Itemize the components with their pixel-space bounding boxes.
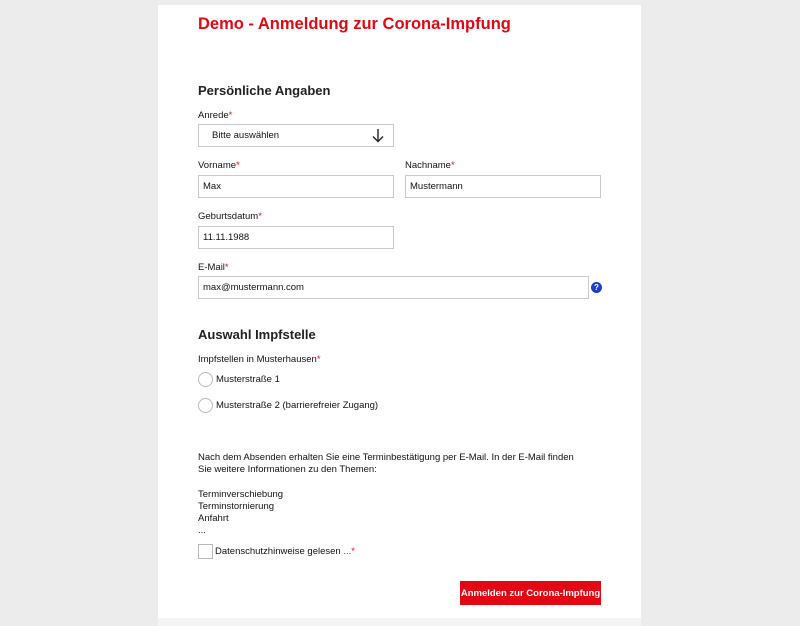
required-mark: * — [224, 262, 229, 273]
arrow-down-icon — [371, 128, 385, 143]
location-option-label: Musterstraße 2 (barrierefreier Zugang) — [216, 400, 379, 411]
email-label — [198, 262, 229, 273]
first-name-input[interactable]: Max — [198, 175, 394, 198]
privacy-checkbox-row[interactable] — [198, 543, 355, 559]
email-label-text: E-Mail — [198, 262, 225, 273]
privacy-more-link[interactable]: ... — [343, 545, 352, 557]
section-title-personal: Persönliche Angaben — [198, 83, 331, 98]
info-text: Nach dem Absenden erhalten Sie eine Terminbestätigung per E-Mail. In der E-Mail finden Sie weitere Informationen zu den Themen: — [198, 452, 574, 475]
salutation-label-text: Anrede — [198, 110, 229, 121]
radio-button[interactable] — [198, 398, 213, 413]
card-bottom-edge — [158, 618, 641, 626]
first-name-label-text: Vorname — [198, 160, 237, 171]
locations-label — [198, 354, 321, 365]
location-option-label: Musterstraße 1 — [216, 374, 280, 385]
required-mark: * — [316, 354, 321, 365]
email-input[interactable]: max@mustermann.com — [198, 276, 589, 299]
submit-button[interactable]: Anmelden zur Corona-Impfung — [460, 581, 601, 605]
required-mark: * — [351, 545, 355, 557]
birth-date-input[interactable]: 11.11.1988 — [198, 226, 394, 249]
last-name-label — [405, 160, 455, 171]
privacy-label — [215, 546, 355, 557]
birth-date-label-text: Geburtsdatum — [198, 211, 259, 222]
info-topic: Terminstornierung — [198, 501, 275, 512]
help-icon[interactable]: ? — [591, 282, 602, 293]
locations-label-text: Impfstellen in Musterhausen — [198, 354, 317, 365]
section-title-vaccination: Auswahl Impfstelle — [198, 327, 316, 342]
salutation-selected-value: Bitte auswählen — [212, 130, 280, 141]
required-mark: * — [236, 160, 240, 171]
last-name-label-text: Nachname — [405, 160, 451, 171]
location-option-2[interactable] — [198, 398, 378, 413]
birth-date-label — [198, 211, 262, 222]
privacy-checkbox[interactable] — [198, 544, 213, 559]
form-card — [158, 5, 641, 626]
last-name-input[interactable]: Mustermann — [405, 175, 601, 198]
radio-button[interactable] — [198, 372, 213, 387]
location-option-1[interactable] — [198, 372, 280, 387]
required-mark: * — [450, 160, 455, 171]
required-mark: * — [228, 110, 233, 121]
info-topic: ... — [198, 525, 206, 536]
salutation-select[interactable] — [198, 124, 394, 147]
salutation-label — [198, 110, 232, 121]
required-mark: * — [258, 211, 262, 222]
info-topic: Anfahrt — [198, 513, 229, 524]
page-title: Demo - Anmeldung zur Corona-Impfung — [198, 15, 511, 33]
first-name-label — [198, 160, 240, 171]
info-topic: Terminverschiebung — [198, 489, 284, 500]
privacy-label-text: Datenschutzhinweise gelesen — [215, 545, 341, 557]
